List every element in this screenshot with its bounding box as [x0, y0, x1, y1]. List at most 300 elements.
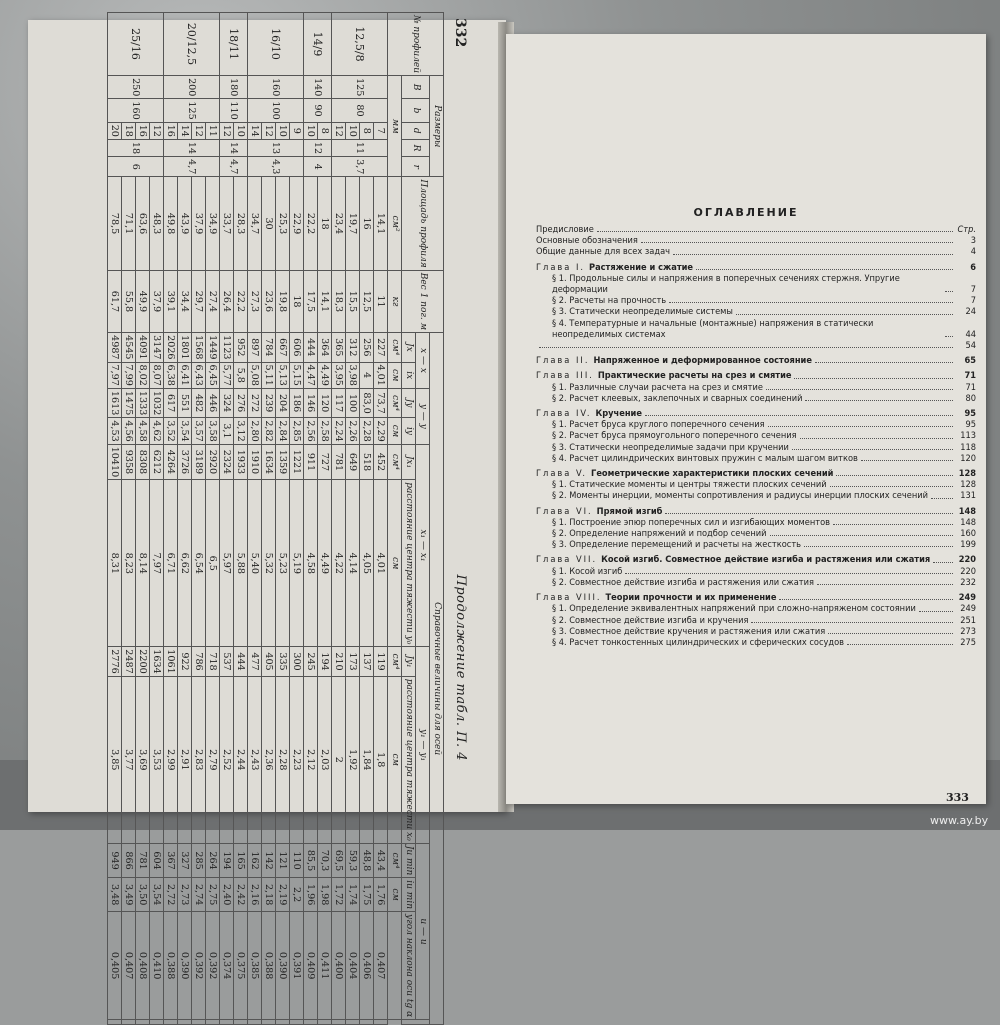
toc-chapter-title: Теории прочности и их применение [605, 592, 777, 604]
toc-chapter-number: Глава II. [536, 355, 590, 367]
cell-w: 19,8 [276, 270, 290, 332]
toc-entry-title [536, 355, 812, 366]
cell-blank [346, 1020, 360, 1025]
cell-tg: 0,375 [234, 912, 248, 1020]
toc-leader-dots [815, 362, 953, 363]
cell-y0: 5,19 [290, 480, 304, 647]
cell-jx1: 1634 [262, 444, 276, 480]
cell-B: 250 [108, 76, 164, 99]
toc-entry-title: § 1. Продольные силы и напряжения в поперечных сечениях стержня. Упругие деформации [552, 272, 900, 296]
cell-area: 25,3 [276, 177, 290, 270]
cell-tg: 0,410 [150, 912, 164, 1020]
cell-R: 12 [304, 139, 332, 156]
cell-jx1: 8308 [136, 444, 150, 480]
toc-section [536, 517, 976, 528]
cell-tg: 0,400 [332, 912, 346, 1020]
cell-jx: 312 [346, 333, 360, 362]
cell-jx: 1801 [178, 333, 192, 362]
table-row [318, 13, 332, 1025]
toc-leader-dots [696, 269, 953, 270]
cell-iu: 2,73 [178, 878, 192, 912]
toc-section [536, 566, 976, 577]
header-tga: угол наклона оси tg α [402, 912, 416, 1020]
cell-iy: 4,58 [136, 418, 150, 444]
cell-x0: 2,44 [234, 676, 248, 843]
cell-blank [290, 1020, 304, 1025]
cell-b: 110 [220, 99, 248, 122]
cell-jy: 551 [178, 388, 192, 417]
toc-page-number: 24 [965, 306, 976, 318]
cell-jx: 444 [304, 333, 318, 362]
unit-mm: мм [388, 76, 402, 177]
cell-tg: 0,392 [206, 912, 220, 1020]
cell-d: 12 [150, 122, 164, 139]
toc-chapter-title: Кручение [595, 408, 642, 420]
cell-R: 13 [248, 139, 304, 156]
toc-entry-title [536, 506, 662, 517]
cell-jx1: 10410 [108, 444, 122, 480]
toc-page-number: 275 [960, 636, 976, 648]
cell-x0: 2,23 [290, 676, 304, 843]
cell-ix: 4 [360, 362, 374, 388]
cell-jy1: 119 [374, 647, 388, 676]
unit-blank [388, 912, 402, 1020]
cell-ju: 327 [178, 843, 192, 877]
cell-jy: 272 [248, 388, 262, 417]
toc-leader-dots [805, 400, 953, 401]
toc-leader-dots [847, 644, 953, 645]
toc-entry [536, 224, 976, 235]
toc-chapter-title: Прямой изгиб [596, 505, 663, 517]
cell-ju: 367 [164, 843, 178, 877]
header-axis-x1: x₁ — x₁ [416, 444, 430, 647]
cell-ju: 949 [108, 843, 122, 877]
page-number-right: 333 [946, 791, 969, 804]
header-R: R [402, 139, 430, 156]
cell-ju: 285 [192, 843, 206, 877]
cell-d: 10 [346, 122, 360, 139]
cell-blank [220, 1020, 234, 1025]
header-iy: iy [402, 418, 416, 444]
cell-x0: 3,53 [150, 676, 164, 843]
cell-jx: 667 [276, 333, 290, 362]
cell-iy: 3,1 [220, 418, 234, 444]
cell-blank [360, 1020, 374, 1025]
toc-entry-title: § 1. Расчет бруса круглого поперечного сечения [552, 419, 765, 431]
cell-w: 14,1 [318, 270, 332, 332]
cell-y0: 5,32 [262, 480, 276, 647]
cell-ix: 4,01 [374, 362, 388, 388]
cell-ix: 7,97 [108, 362, 122, 388]
toc-page-number: 113 [960, 430, 976, 442]
toc-leader-dots [836, 475, 953, 476]
cell-ju: 121 [276, 843, 290, 877]
cell-jx1: 2920 [206, 444, 220, 480]
toc-entry-title: § 1. Определение эквивалентных напряжений при сложно-напряженом состоянии [552, 603, 916, 615]
cell-area: 16 [360, 177, 374, 270]
cell-area: 37,9 [192, 177, 206, 270]
cell-jy1: 2200 [136, 647, 150, 676]
cell-d: 7 [374, 122, 388, 139]
cell-ix: 3,95 [332, 362, 346, 388]
cell-d: 14 [178, 122, 192, 139]
header-axis-yy: y — y [416, 388, 430, 444]
cell-y0: 8,31 [108, 480, 122, 647]
cell-iu: 2,18 [262, 878, 276, 912]
cell-tg: 0,390 [276, 912, 290, 1020]
header-area: Площадь профиля [402, 177, 444, 270]
cell-jx1: 1221 [290, 444, 304, 480]
toc-section [536, 382, 976, 393]
toc-chapter [536, 592, 976, 603]
cell-x0: 2,52 [220, 676, 234, 843]
toc-chapter-number: Глава VI. [536, 505, 593, 517]
toc-page-number: 131 [960, 490, 976, 502]
unit-cm4-c: см⁴ [388, 444, 402, 480]
cell-profile: 12,5/8 [332, 13, 388, 76]
cell-tg: 0,411 [318, 912, 332, 1020]
cell-y0: 6,5 [206, 480, 220, 647]
cell-y0: 6,54 [192, 480, 206, 647]
cell-jy: 1333 [136, 388, 150, 417]
cell-jy: 117 [332, 388, 346, 417]
cell-ju: 70,3 [318, 843, 332, 877]
cell-area: 63,6 [136, 177, 150, 270]
cell-x0: 3,69 [136, 676, 150, 843]
cell-B: 180 [220, 76, 248, 99]
toc-entry-title: § 1. Построение эпюр поперечных сил и изгибающих моментов [552, 516, 831, 528]
toc-leader-dots [800, 438, 953, 439]
cell-w: 12,5 [360, 270, 374, 332]
cell-x0: 2,79 [206, 676, 220, 843]
cell-y0: 5,88 [234, 480, 248, 647]
cell-area: 34,9 [206, 177, 220, 270]
table-row [290, 13, 304, 1025]
toc-entry-title: Общие данные для всех задач [536, 246, 671, 258]
toc-leader-dots [768, 426, 953, 427]
toc-chapter [536, 262, 976, 273]
cell-tg: 0,374 [220, 912, 234, 1020]
cell-jx: 256 [360, 333, 374, 362]
cell-r: 4,3 [248, 157, 304, 177]
cell-w: 15,5 [346, 270, 360, 332]
cell-blank [178, 1020, 192, 1025]
cell-w: 23,6 [262, 270, 276, 332]
toc-leader-dots [779, 599, 953, 600]
toc-entry-title: § 4. Расчет цилиндрических винтовых пружин с малым шагом витков [552, 452, 858, 464]
cell-iy: 2,24 [332, 418, 346, 444]
cell-iu: 2,16 [248, 878, 262, 912]
toc-leader-dots [945, 291, 953, 292]
cell-d: 12 [192, 122, 206, 139]
toc-page-number: 148 [960, 516, 976, 528]
toc-page-number: 7 [970, 295, 976, 307]
toc-section [536, 318, 976, 340]
cell-iy: 2,80 [248, 418, 262, 444]
toc-chapter [536, 370, 976, 381]
cell-area: 78,5 [108, 177, 122, 270]
cell-ju: 69,5 [332, 843, 346, 877]
cell-ix: 5,8 [234, 362, 248, 388]
table-row [234, 13, 248, 1025]
cell-d: 8 [360, 122, 374, 139]
cell-jy: 482 [192, 388, 206, 417]
cell-jx: 952 [234, 333, 248, 362]
cell-jy: 324 [220, 388, 234, 417]
toc-section [536, 393, 976, 404]
cell-ju: 162 [248, 843, 262, 877]
cell-iu: 3,54 [150, 878, 164, 912]
toc-page-number: 3 [970, 235, 976, 247]
cell-jy: 276 [234, 388, 248, 417]
cell-jy: 146 [304, 388, 318, 417]
toc-chapter-title: Практические расчеты на срез и смятие [597, 370, 792, 382]
toc-page-number: 4 [970, 246, 976, 258]
cell-jx: 364 [318, 333, 332, 362]
toc-leader-dots [641, 242, 953, 243]
cell-d: 16 [136, 122, 150, 139]
cell-tg: 0,409 [304, 912, 318, 1020]
cell-jx1: 518 [360, 444, 374, 480]
cell-iu: 1,98 [318, 878, 332, 912]
cell-d: 8 [318, 122, 332, 139]
cell-jy1: 444 [234, 647, 248, 676]
cell-w: 27,3 [248, 270, 262, 332]
toc-chapter-title: Косой изгиб. Совместное действие изгиба и растяжения или сжатия [601, 554, 931, 566]
cell-jy: 446 [206, 388, 220, 417]
cell-iu: 3,49 [122, 878, 136, 912]
cell-iy: 2,58 [318, 418, 332, 444]
cell-w: 27,4 [206, 270, 220, 332]
toc-page-number: 232 [960, 576, 976, 588]
cell-x0: 2,99 [164, 676, 178, 843]
cell-ix: 8,02 [136, 362, 150, 388]
header-axis-uu: u — u [416, 843, 430, 1019]
cell-tg: 0,388 [262, 912, 276, 1020]
toc-entry-title: § 4. Температурные и начальные (монтажные) напряжения в статически неопределимых системах [552, 317, 874, 340]
cell-profile: 25/16 [108, 13, 164, 76]
cell-r: 4 [304, 157, 332, 177]
toc-leader-dots [828, 633, 953, 634]
toc-page-number: 7 [970, 284, 976, 296]
toc-entry-title [536, 262, 693, 273]
running-head: Продолжение табл. П. 4 [453, 574, 468, 761]
header-r: r [402, 157, 430, 177]
cell-blank [234, 1020, 248, 1025]
toc-entry-title: § 3. Определение перемещений и расчеты на жесткость [552, 539, 802, 551]
cell-jx1: 781 [332, 444, 346, 480]
cell-blank [262, 1020, 276, 1025]
cell-jx: 606 [290, 333, 304, 362]
cell-blank [192, 1020, 206, 1025]
cell-iy: 4,62 [150, 418, 164, 444]
toc-chapter-number: Глава VIII. [536, 592, 602, 604]
header-axis-xx: x — x [416, 333, 430, 389]
cell-profile: 18/11 [220, 13, 248, 76]
unit-cm2: см² [388, 177, 402, 270]
cell-blank [108, 1020, 122, 1025]
cell-profile: 20/12,5 [164, 13, 220, 76]
cell-b: 125 [164, 99, 220, 122]
unit-cm4-a: см⁴ [388, 333, 402, 362]
toc-entry-title [536, 592, 776, 603]
toc-leader-dots [919, 611, 953, 612]
cell-iu: 2,42 [234, 878, 248, 912]
unit-cm4-b: см⁴ [388, 388, 402, 417]
cell-b: 100 [248, 99, 304, 122]
cell-iu: 1,74 [346, 878, 360, 912]
cell-iu: 1,75 [360, 878, 374, 912]
unit-cm-a: см [388, 362, 402, 388]
toc-entry-title: § 1. Статические моменты и центры тяжести плоских сечений [552, 479, 827, 491]
cell-jx1: 727 [318, 444, 332, 480]
cell-jx1: 2324 [220, 444, 234, 480]
cell-ix: 6,41 [178, 362, 192, 388]
cell-jx1: 1359 [276, 444, 290, 480]
toc-entry-title: § 2. Определение напряжений и подбор сечений [552, 528, 767, 540]
toc-page-number: 220 [958, 554, 976, 566]
cell-y0: 4,58 [304, 480, 318, 647]
cell-tg: 0,388 [164, 912, 178, 1020]
cell-jy1: 537 [220, 647, 234, 676]
toc-leader-dots [945, 336, 953, 337]
toc-page-number: 160 [960, 528, 976, 540]
header-ix: ix [402, 362, 416, 388]
cell-x0: 1,92 [346, 676, 360, 843]
toc-entry-title: § 2. Моменты инерции, моменты сопротивления и радиусы инерции плоских сечений [552, 490, 928, 502]
cell-jx: 784 [262, 333, 276, 362]
cell-jx1: 3726 [178, 444, 192, 480]
cell-area: 14,1 [374, 177, 388, 270]
toc-page-number: 249 [958, 592, 976, 604]
cell-iu: 1,96 [304, 878, 318, 912]
toc-section [536, 419, 976, 430]
toc-leader-dots [766, 389, 953, 390]
cell-jy1: 477 [248, 647, 262, 676]
cell-tg: 0,392 [192, 912, 206, 1020]
toc-chapter [536, 506, 976, 517]
toc-leader-dots [931, 498, 953, 499]
cell-jy1: 194 [318, 647, 332, 676]
cell-d: 14 [248, 122, 262, 139]
cell-iy: 3,52 [164, 418, 178, 444]
cell-d: 12 [262, 122, 276, 139]
cell-iy: 2,26 [346, 418, 360, 444]
cell-d: 9 [290, 122, 304, 139]
cell-jx: 4545 [122, 333, 136, 362]
cell-jy1: 718 [206, 647, 220, 676]
cell-d: 18 [122, 122, 136, 139]
cell-ix: 5,08 [248, 362, 262, 388]
toc-page-number: 71 [964, 370, 976, 382]
toc-chapter-number: Глава IV. [536, 408, 592, 420]
toc-section [536, 626, 976, 637]
toc-entry-title: Основные обозначения [536, 235, 638, 247]
header-profile: № профилей [388, 13, 444, 76]
toc-chapter-title: Напряженное и деформированное состояние [593, 355, 812, 367]
cell-jy1: 137 [360, 647, 374, 676]
toc-entry-title: § 2. Расчет клеевых, заклепочных и сварных соединений [552, 392, 803, 404]
toc-leader-dots [736, 314, 953, 315]
cell-b: 90 [304, 99, 332, 122]
cell-ju: 264 [206, 843, 220, 877]
cell-x0: 2,12 [304, 676, 318, 843]
header-d: d [402, 122, 430, 139]
cell-jy1: 210 [332, 647, 346, 676]
cell-jy: 83,0 [360, 388, 374, 417]
cell-jx: 365 [332, 333, 346, 362]
cell-y0: 8,23 [122, 480, 136, 647]
toc-leader-dots [665, 513, 953, 514]
cell-jx: 227 [374, 333, 388, 362]
cell-d: 10 [304, 122, 318, 139]
toc-chapter-number: Глава I. [536, 261, 586, 273]
toc-entry [536, 235, 976, 246]
cell-ix: 6,45 [206, 362, 220, 388]
cell-d: 10 [234, 122, 248, 139]
cell-w: 11 [374, 270, 388, 332]
toc-leader-dots [597, 231, 953, 232]
cell-x0: 1,8 [374, 676, 388, 843]
toc-entry-title: § 2. Совместное действие изгиба и кручения [552, 614, 749, 626]
toc-leader-dots [792, 449, 953, 450]
cell-iy: 3,57 [192, 418, 206, 444]
cell-blank [164, 1020, 178, 1025]
toc-page-number: 120 [960, 452, 976, 464]
toc-leader-dots [833, 524, 953, 525]
header-reference: Справочные величины для осей [430, 333, 444, 1025]
toc-chapter-number: Глава VII. [536, 554, 598, 566]
cell-y0: 4,14 [346, 480, 360, 647]
cell-blank [276, 1020, 290, 1025]
toc-section [536, 442, 976, 453]
properties-table [107, 12, 444, 1025]
unit-cm4-d: см⁴ [388, 647, 402, 676]
cell-area: 28,3 [234, 177, 248, 270]
cell-R: 18 [108, 139, 164, 156]
toc-section [536, 615, 976, 626]
cell-b: 80 [332, 99, 388, 122]
cell-jx1: 911 [304, 444, 318, 480]
toc-entry-title [536, 468, 833, 479]
cell-jy1: 2487 [122, 647, 136, 676]
cell-iu: 2,40 [220, 878, 234, 912]
cell-y0: 6,62 [178, 480, 192, 647]
toc-page-number: 128 [958, 468, 976, 480]
toc-entry-title: § 3. Статически неопределимые системы [552, 306, 733, 318]
cell-jx: 4987 [108, 333, 122, 362]
header-weight: Вес 1 пог. м [402, 270, 444, 332]
toc-leader-dots [673, 254, 953, 255]
cell-d: 10 [276, 122, 290, 139]
toc-leader-dots [804, 546, 953, 547]
cell-r: 4,7 [164, 157, 220, 177]
cell-x0: 3,77 [122, 676, 136, 843]
cell-iy: 2,28 [360, 418, 374, 444]
header-B: B [402, 76, 430, 99]
toc-entry [536, 246, 976, 257]
cell-iy: 3,12 [234, 418, 248, 444]
toc-section [536, 603, 976, 614]
cell-ju: 194 [220, 843, 234, 877]
cell-w: 37,9 [150, 270, 164, 332]
header-Jumin: Ju min [402, 843, 416, 877]
cell-B: 125 [332, 76, 388, 99]
toc-entry-title: Предисловие [536, 224, 594, 235]
cell-jy1: 786 [192, 647, 206, 676]
header-Jy: Jy [402, 388, 416, 417]
cell-tg: 0,407 [374, 912, 388, 1020]
